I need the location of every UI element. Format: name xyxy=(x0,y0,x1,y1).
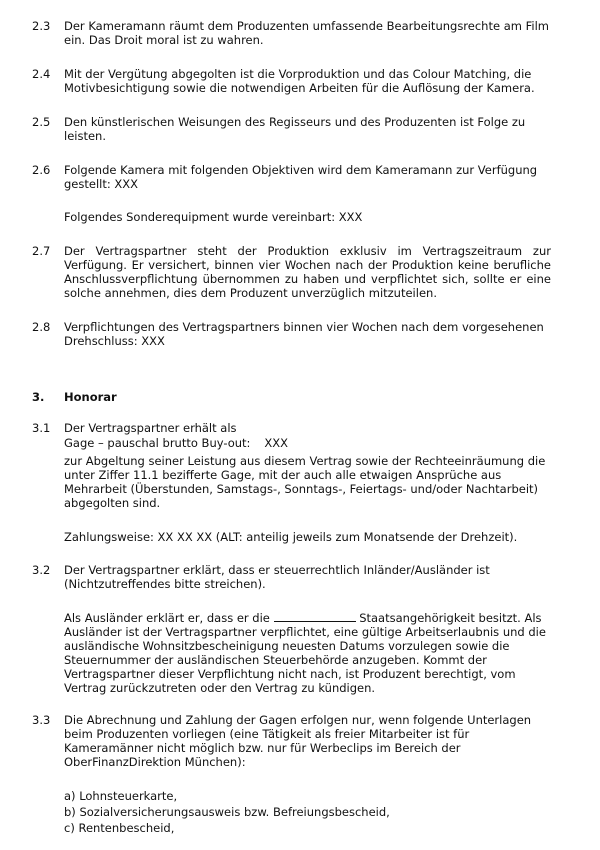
clause-text: Den künstlerischen Weisungen des Regisseurs und des Produzenten ist Folge zu leisten. xyxy=(64,115,526,143)
clause-text: zur Abgeltung seiner Leistung aus diesem Vertrag sowie der Rechteeinräumung die unter Ziffer 11.1 bezifferte Gage, mit der auch alle etwaigen Ansprüche aus Mehrarbeit (Überstunden, Samstags-, Sonntags-, Feiertags- und/oder Nachtarbeit) abgegolten sind. xyxy=(64,454,546,510)
gage-value: XXX xyxy=(264,436,289,450)
clause-text: Mit der Vergütung abgegolten ist die Vorproduktion und das Colour Matching, die Motivbesichtigung sowie die notwendigen Arbeiten für die Auflösung der Kamera. xyxy=(64,67,535,95)
payment-terms: Zahlungsweise: XX XX XX (ALT: anteilig jeweils zum Monatsende der Drehzeit). xyxy=(64,530,518,544)
clause-number: 2.3 xyxy=(32,19,51,33)
clause-text: Verpflichtungen des Vertragspartners binnen vier Wochen nach dem vorgesehenen Drehschluss: XXX xyxy=(64,320,544,348)
section-title: Honorar xyxy=(64,390,117,404)
list-item: b) Sozialversicherungsausweis bzw. Befreiungsbescheid, xyxy=(64,805,390,819)
clause-number: 2.4 xyxy=(32,67,51,81)
section-number: 3. xyxy=(32,390,45,404)
clause-text: Der Kameramann räumt dem Produzenten umfassende Bearbeitungsrechte am Film ein. Das Droit moral ist zu wahren. xyxy=(64,19,549,47)
clause-number: 3.1 xyxy=(32,421,51,435)
clause-text: Die Abrechnung und Zahlung der Gagen erfolgen nur, wenn folgende Unterlagen beim Produzenten vorliegen (eine Tätigkeit als freier Mitarbeiter ist für Kameramänner nicht möglich bzw. nur für Werbeclips im Bereich der OberFinanzDirektion München): xyxy=(64,713,532,769)
clause-number: 3.3 xyxy=(32,713,51,727)
clause-text: Folgende Kamera mit folgenden Objektiven wird dem Kameramann zur Verfügung gestellt: XXX xyxy=(64,163,538,191)
nationality-blank-field[interactable] xyxy=(274,610,356,622)
clause-number: 2.6 xyxy=(32,163,51,177)
clause-number: 3.2 xyxy=(32,563,51,577)
gage-label: Gage – pauschal brutto Buy-out: xyxy=(64,436,251,450)
clause-number: 2.7 xyxy=(32,244,51,258)
clause-text: Der Vertragspartner steht der Produktion exklusiv im Vertragszeitraum zur Verfügung. Er versichert, binnen vier Wochen nach der Produktion keine berufliche Anschlussverpflichtung übernommen zu haben und verpflichtet sich, sollte er eine solche annehmen, dies dem Produzent unverzüglich mitzuteilen. xyxy=(64,244,551,300)
clause-text xyxy=(64,610,551,695)
clause-text: Der Vertragspartner erklärt, dass er steuerrechtlich Inländer/Ausländer ist (Nichtzutreffendes bitte streichen). xyxy=(64,563,490,591)
nationality-text-post: Staatsangehörigkeit besitzt. Als Ausländer ist der Vertragspartner verpflichtet, eine gültige Arbeitserlaubnis und die ausländische Wohnsitzbescheinigung neuesten Datums vorzulegen sowie die Steuernummer der ausländischen Steuerbehörde anzugeben. Kommt der Vertragspartner dieser Verpflichtung nicht nach, ist Produzent berechtigt, vom Vertrag zurückzutreten oder den Vertrag zu kündigen. xyxy=(64,611,546,695)
clause-number: 2.5 xyxy=(32,115,51,129)
list-item: c) Rentenbescheid, xyxy=(64,821,175,835)
list-item: a) Lohnsteuerkarte, xyxy=(64,789,178,803)
clause-text: Folgendes Sonderequipment wurde vereinbart: XXX xyxy=(64,210,363,224)
clause-text: Der Vertragspartner erhält als xyxy=(64,421,237,435)
gage-line xyxy=(64,436,551,450)
clause-number: 2.8 xyxy=(32,320,51,334)
nationality-text-pre: Als Ausländer erklärt er, dass er die xyxy=(64,611,270,625)
